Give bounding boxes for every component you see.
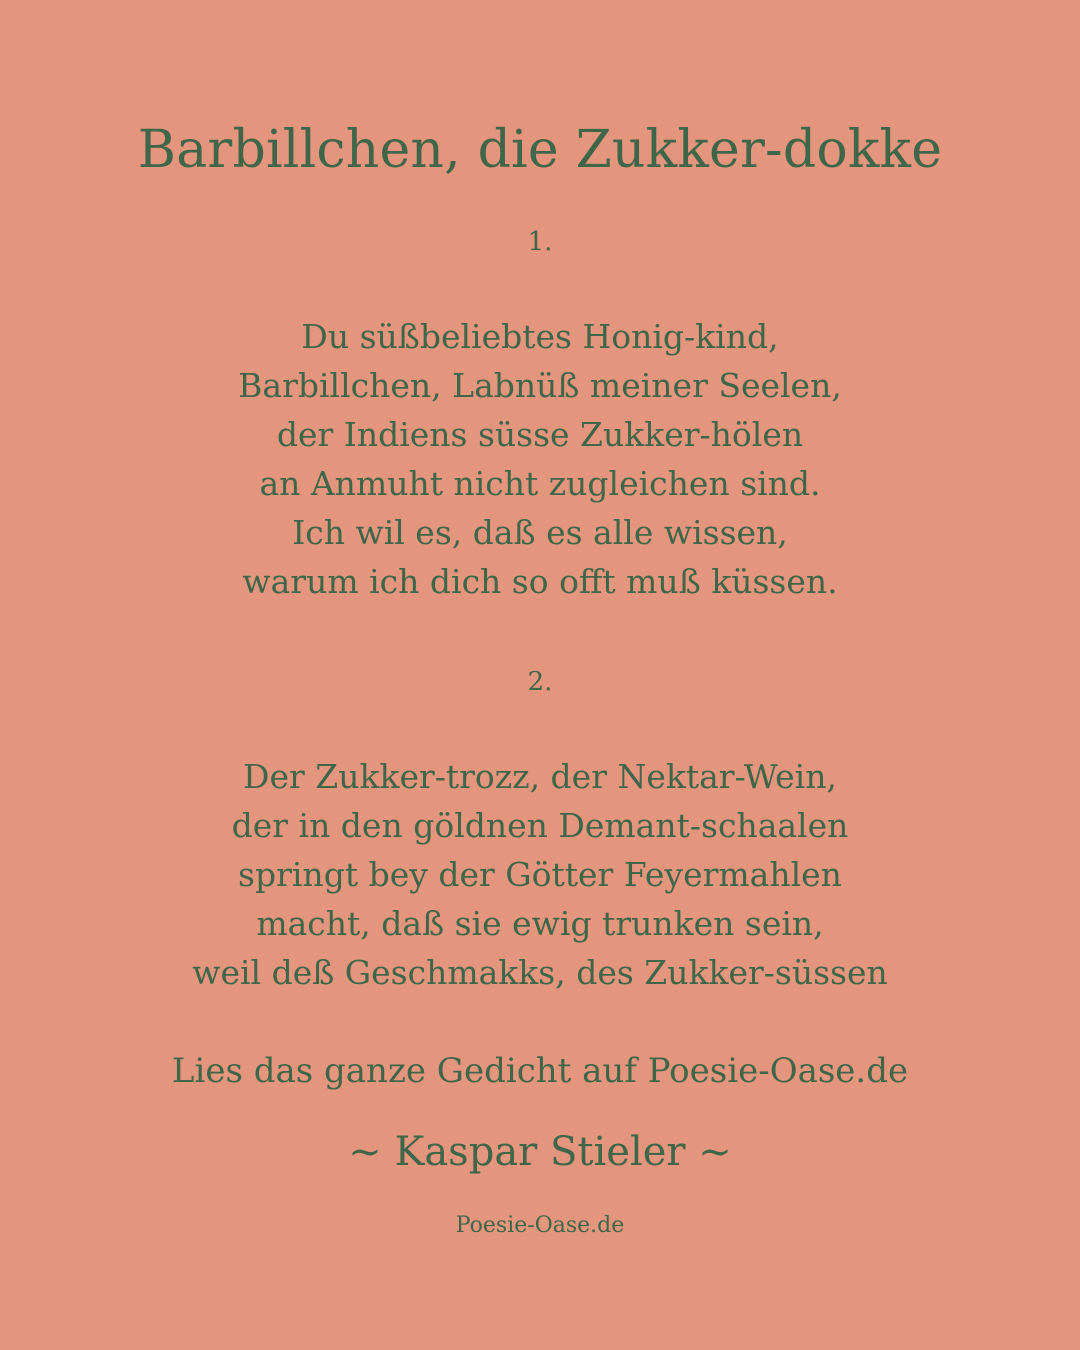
poem-line: macht, daß sie ewig trunken sein, <box>256 904 824 943</box>
poem-title: Barbillchen, die Zukker-dokke <box>137 120 943 180</box>
author-name: ~ Kaspar Stieler ~ <box>348 1129 732 1175</box>
poem-line: warum ich dich so offt muß küssen. <box>242 562 838 601</box>
poem-line: weil deß Geschmakks, des Zukker-süssen <box>192 953 888 992</box>
site-watermark: Poesie-Oase.de <box>455 1213 625 1238</box>
poem-line: Ich wil es, daß es alle wissen, <box>292 513 788 552</box>
poem-line: der in den göldnen Demant-schaalen <box>231 806 849 845</box>
poem-line: der Indiens süsse Zukker-hölen <box>276 415 804 454</box>
stanza-number-1: 1. <box>527 227 553 257</box>
read-full-poem-text: Lies das ganze Gedicht auf Poesie-Oase.de <box>171 1051 909 1091</box>
poem-line: Der Zukker-trozz, der Nektar-Wein, <box>243 757 837 796</box>
poem-line: Barbillchen, Labnüß meiner Seelen, <box>238 366 842 405</box>
stanza-number-2: 2. <box>527 667 553 697</box>
stanza-2 <box>0 752 1080 997</box>
poem-line: Du süßbeliebtes Honig-kind, <box>301 317 779 356</box>
stanza-1 <box>0 312 1080 606</box>
poem-line: springt bey der Götter Feyermahlen <box>238 855 842 894</box>
poem-line: an Anmuht nicht zugleichen sind. <box>259 464 821 503</box>
